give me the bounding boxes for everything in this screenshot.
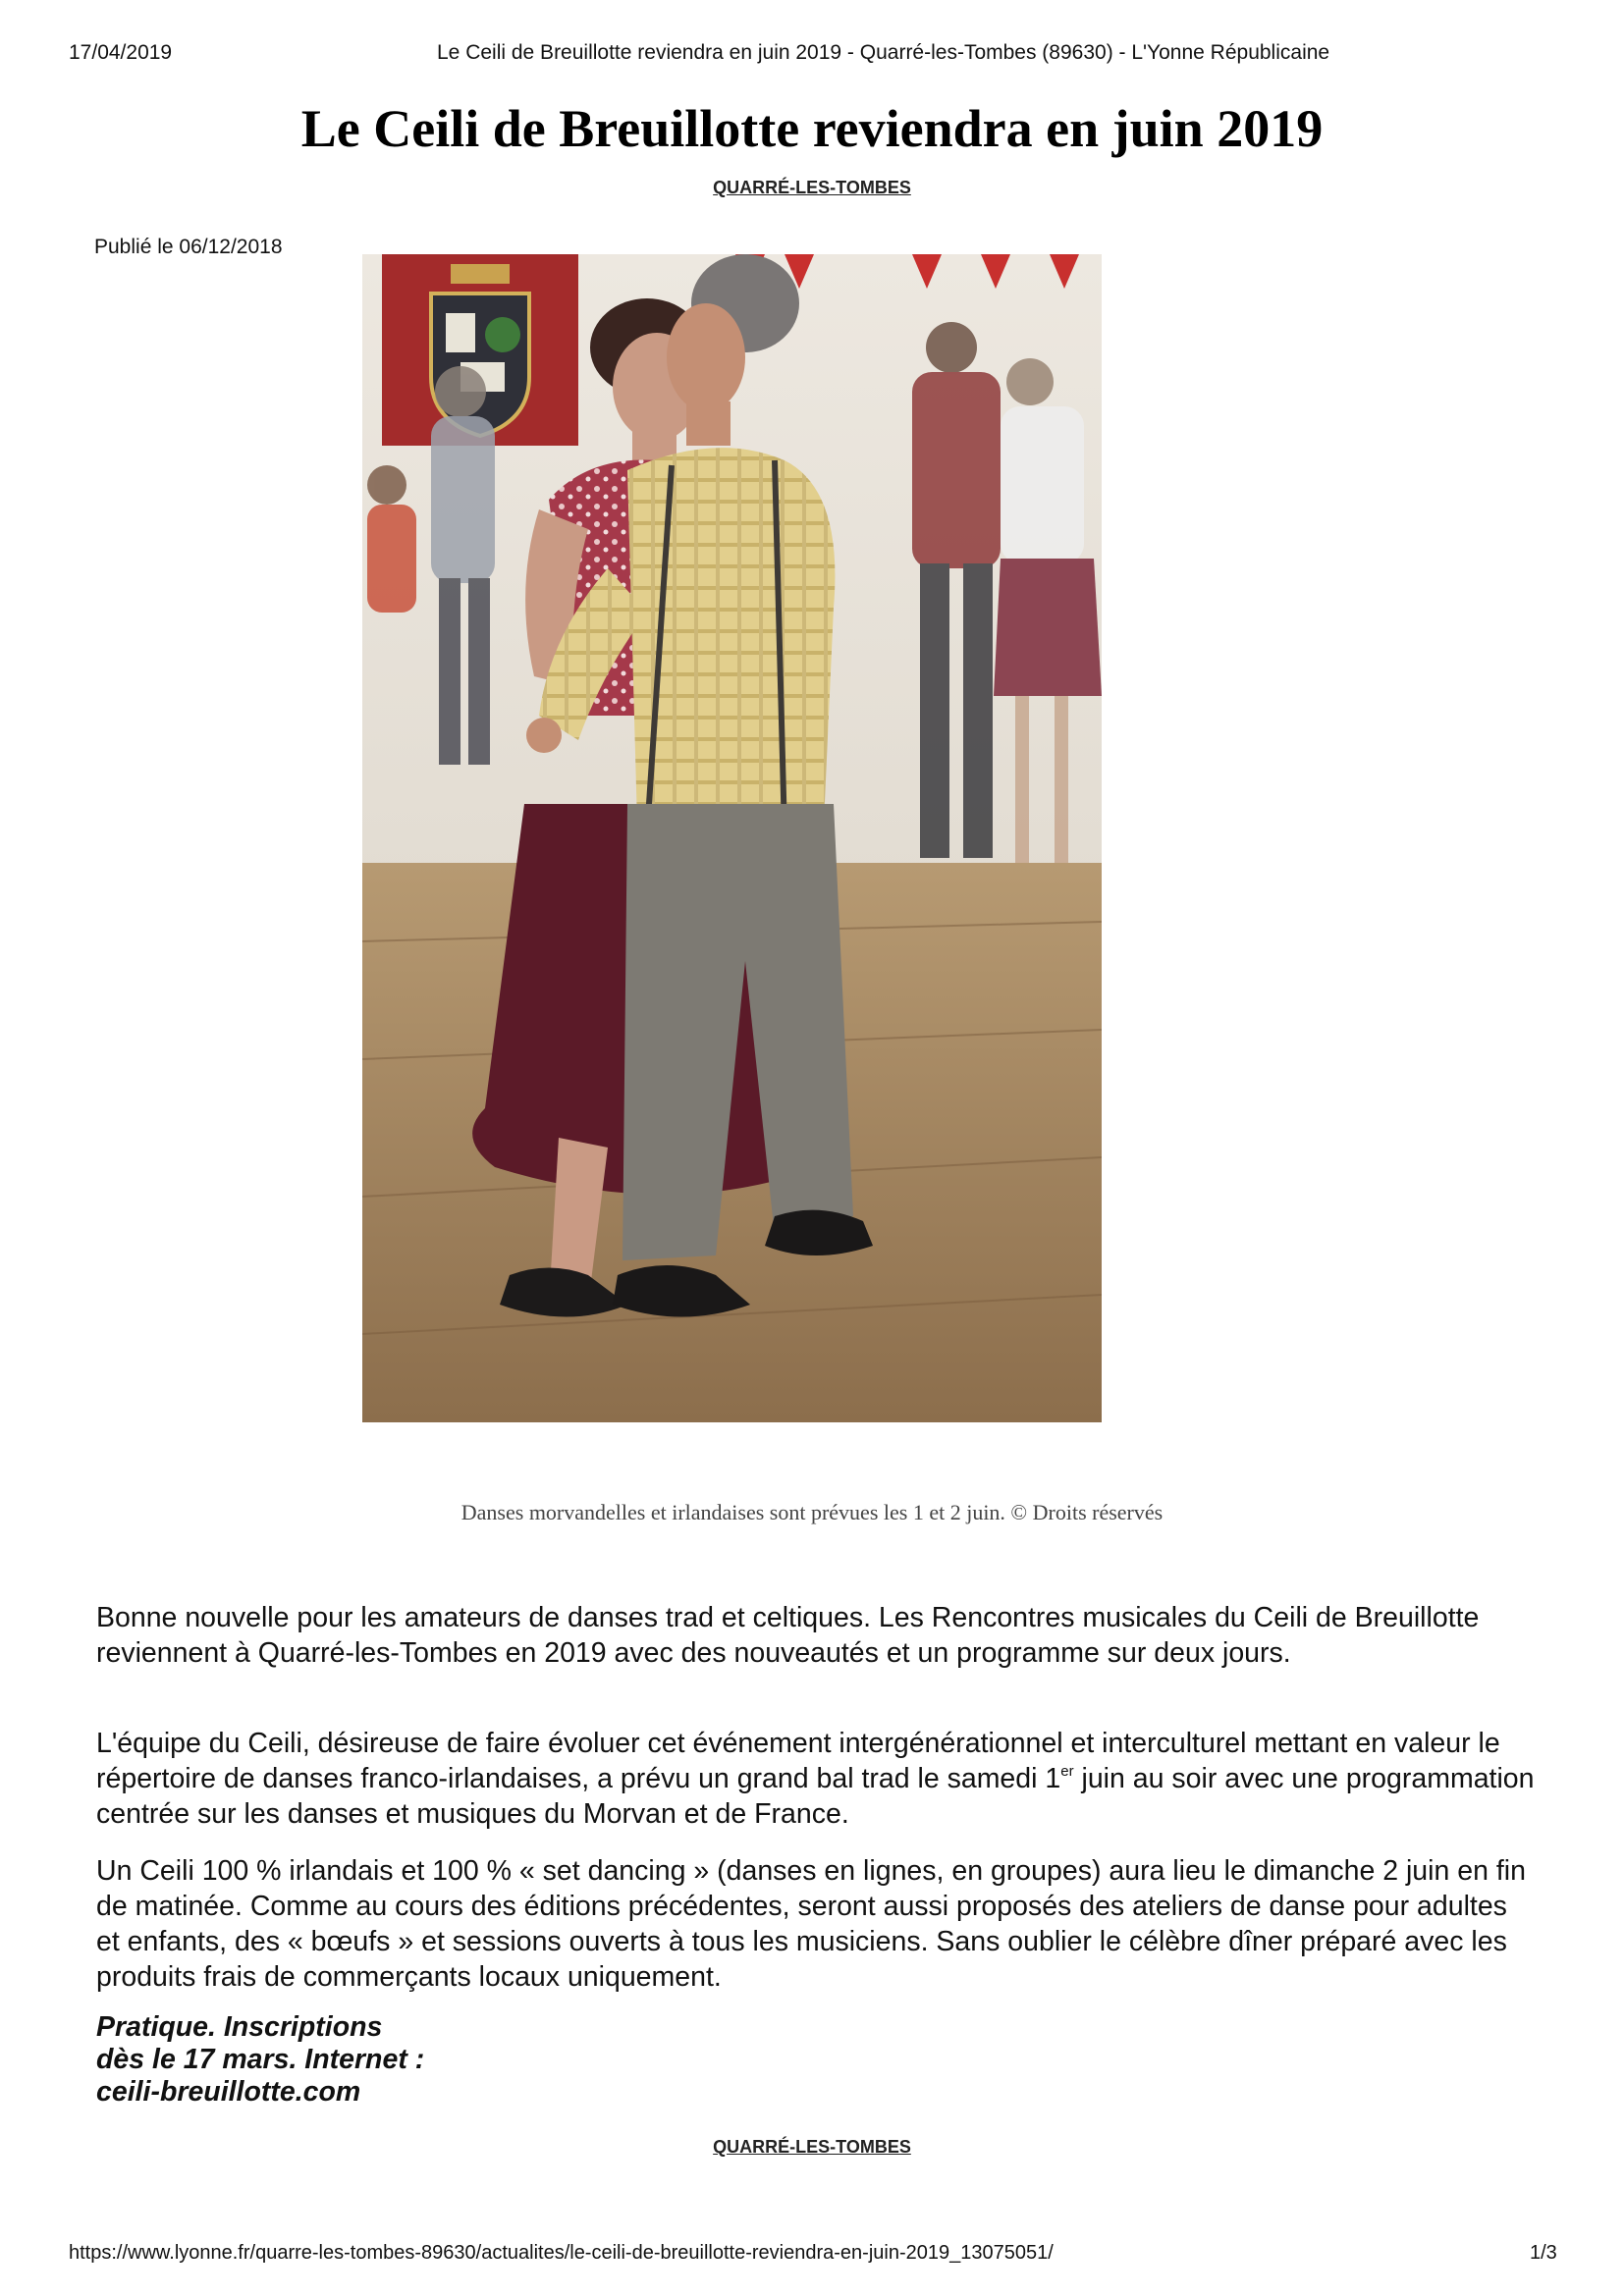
section-link-top[interactable]: QUARRÉ-LES-TOMBES: [713, 178, 911, 197]
article-photo: [362, 254, 1102, 1422]
print-page-number: 1/3: [1530, 2242, 1557, 2264]
print-page-title: Le Ceili de Breuillotte reviendra en juin 2019 - Quarré-les-Tombes (89630) - L'Yonne Républicaine: [437, 41, 1330, 64]
article-paragraph-3: Un Ceili 100 % irlandais et 100 % « set dancing » (danses en lignes, en groupes) aura lieu le dimanche 2 juin en fin de matinée. Comme au cours des éditions précédentes, seront aussi proposés des ateliers de danse pour adultes et enfants, des « bœufs » et sessions ouverts à tous les musiciens. Sans oublier le célèbre dîner préparé avec les produits frais de commerçants locaux uniquement.: [96, 1855, 1526, 1993]
print-date: 17/04/2019: [69, 41, 173, 64]
article-headline: Le Ceili de Breuillotte reviendra en juin 2019: [300, 99, 1324, 158]
article-paragraph-2: [96, 1726, 1535, 1832]
section-link-bottom[interactable]: QUARRÉ-LES-TOMBES: [713, 2137, 911, 2157]
pratique-website: ceili-breuillotte.com: [96, 2076, 361, 2108]
paragraph-2-text-start: L'équipe du Ceili, désireuse de faire évoluer cet événement intergénérationnel et interculturel mettant en valeur le répertoire de danses franco-irlandaises, a prévu un grand bal trad le samedi 1: [96, 1728, 1500, 1794]
print-footer-url: https://www.lyonne.fr/quarre-les-tombes-89630/actualites/le-ceili-de-breuillotte-reviendra-en-juin-2019_13075051/: [69, 2242, 1054, 2264]
ordinal-superscript: er: [1060, 1763, 1074, 1780]
paragraph-2-text-end: juin au soir avec une programmation centrée sur les danses et musiques du Morvan et de France.: [96, 1763, 1535, 1830]
pratique-line-1: Pratique. Inscriptions: [96, 2011, 383, 2043]
article-paragraph-1: Bonne nouvelle pour les amateurs de danses trad et celtiques. Les Rencontres musicales du Ceili de Breuillotte reviennent à Quarré-les-Tombes en 2019 avec des nouveautés et un programme sur deux jours.: [96, 1602, 1480, 1669]
publication-date: Publié le 06/12/2018: [94, 236, 283, 258]
photo-caption: Danses morvandelles et irlandaises sont prévues les 1 et 2 juin. © Droits réservés: [460, 1500, 1164, 1524]
pratique-line-2: dès le 17 mars. Internet :: [96, 2044, 425, 2075]
